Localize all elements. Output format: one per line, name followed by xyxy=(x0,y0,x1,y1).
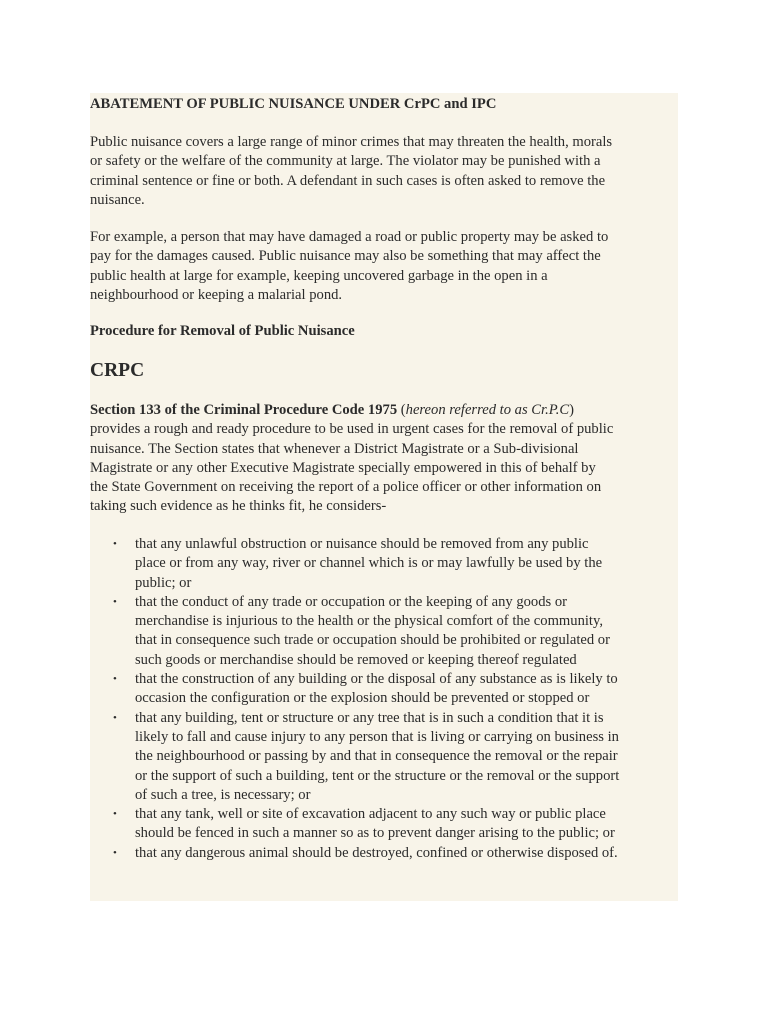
example-line: neighbourhood or keeping a malarial pond. xyxy=(90,286,343,303)
section-133-italic-note: hereon referred to as Cr.P.C xyxy=(405,402,570,418)
list-item-line: place or from any way, river or channel which is or may lawfully be used by the xyxy=(135,555,603,572)
list-item-line: public; or xyxy=(135,574,192,591)
list-item-line: that any tank, well or site of excavation adjacent to any such way or public place xyxy=(135,806,606,823)
procedure-heading: Procedure for Removal of Public Nuisance xyxy=(90,323,355,339)
considerations-list xyxy=(90,535,680,863)
example-paragraph xyxy=(90,228,680,305)
list-item-line: that the construction of any building or the disposal of any substance as is likely to xyxy=(135,671,618,688)
list-item xyxy=(90,535,680,593)
list-item-line: that any building, tent or structure or any tree that is in such a condition that it is xyxy=(135,709,604,726)
list-item-line: such goods or merchandise should be removed or keeping thereof regulated xyxy=(135,651,577,668)
bullet-icon: • xyxy=(113,673,117,686)
section-133-line: Magistrate or any other Executive Magistrate specially empowered in this of behalf by xyxy=(90,459,596,476)
list-item-line: merchandise is injurious to the health or the physical comfort of the community, xyxy=(135,613,603,630)
intro-line: Public nuisance covers a large range of minor crimes that may threaten the health, morals xyxy=(90,134,613,150)
bullet-icon: • xyxy=(113,595,117,608)
paren-close: ) xyxy=(569,402,575,418)
section-133-lead-line xyxy=(90,401,680,420)
intro-line: or safety or the welfare of the community at large. The violator may be punished with a xyxy=(90,153,601,170)
section-133-line: the State Government on receiving the report of a police officer or other information on xyxy=(90,479,602,496)
bullet-icon: • xyxy=(113,538,117,550)
list-item-line: should be fenced in such a manner so as to prevent danger arising to the public; or xyxy=(135,825,615,842)
document-title: ABATEMENT OF PUBLIC NUISANCE UNDER CrPC and IPC xyxy=(90,96,497,112)
list-item-line: the neighbourhood or passing by and that in consequence the removal or the repair xyxy=(135,748,618,765)
list-item xyxy=(90,805,680,844)
list-item-line: that in consequence such trade or occupation should be prohibited or regulated or xyxy=(135,632,610,649)
section-133-paragraph xyxy=(90,401,680,517)
section-133-bold-lead: Section 133 of the Criminal Procedure Code 1975 xyxy=(90,402,398,418)
list-item-line: of such a tree, is necessary; or xyxy=(135,786,311,803)
bullet-icon: • xyxy=(113,808,117,821)
intro-line: criminal sentence or fine or both. A defendant in such cases is often asked to remove the xyxy=(90,172,606,189)
intro-paragraph xyxy=(90,133,680,210)
example-line: pay for the damages caused. Public nuisance may also be something that may affect the xyxy=(90,248,601,265)
intro-line: nuisance. xyxy=(90,191,145,208)
paren-open: ( xyxy=(397,402,406,418)
list-item-line: that any dangerous animal should be destroyed, confined or otherwise disposed of. xyxy=(135,844,618,861)
list-item-line: likely to fall and cause injury to any person that is living or carrying on business in xyxy=(135,728,619,745)
example-line: public health at large for example, keeping uncovered garbage in the open in a xyxy=(90,267,548,284)
list-item xyxy=(90,593,680,670)
list-item xyxy=(90,670,680,709)
bullet-icon: • xyxy=(113,846,117,859)
list-item-line: occasion the configuration or the explosion should be prevented or stopped or xyxy=(135,690,590,707)
section-133-line: nuisance. The Section states that whenever a District Magistrate or a Sub-divisional xyxy=(90,440,579,457)
bullet-icon: • xyxy=(113,711,117,724)
list-item-line: that the conduct of any trade or occupation or the keeping of any goods or xyxy=(135,593,567,610)
section-133-line: taking such evidence as he thinks fit, he considers- xyxy=(90,498,387,515)
list-item xyxy=(90,844,680,863)
list-item-line: that any unlawful obstruction or nuisance should be removed from any public xyxy=(135,536,589,552)
crpc-heading: CRPC xyxy=(90,360,145,381)
list-item-line: or the support of such a building, tent or the structure or the removal or the support xyxy=(135,767,620,784)
example-line: For example, a person that may have damaged a road or public property may be asked to xyxy=(90,229,609,245)
section-133-line: provides a rough and ready procedure to be used in urgent cases for the removal of public xyxy=(90,421,614,438)
document-page xyxy=(90,93,678,901)
list-item xyxy=(90,709,680,805)
